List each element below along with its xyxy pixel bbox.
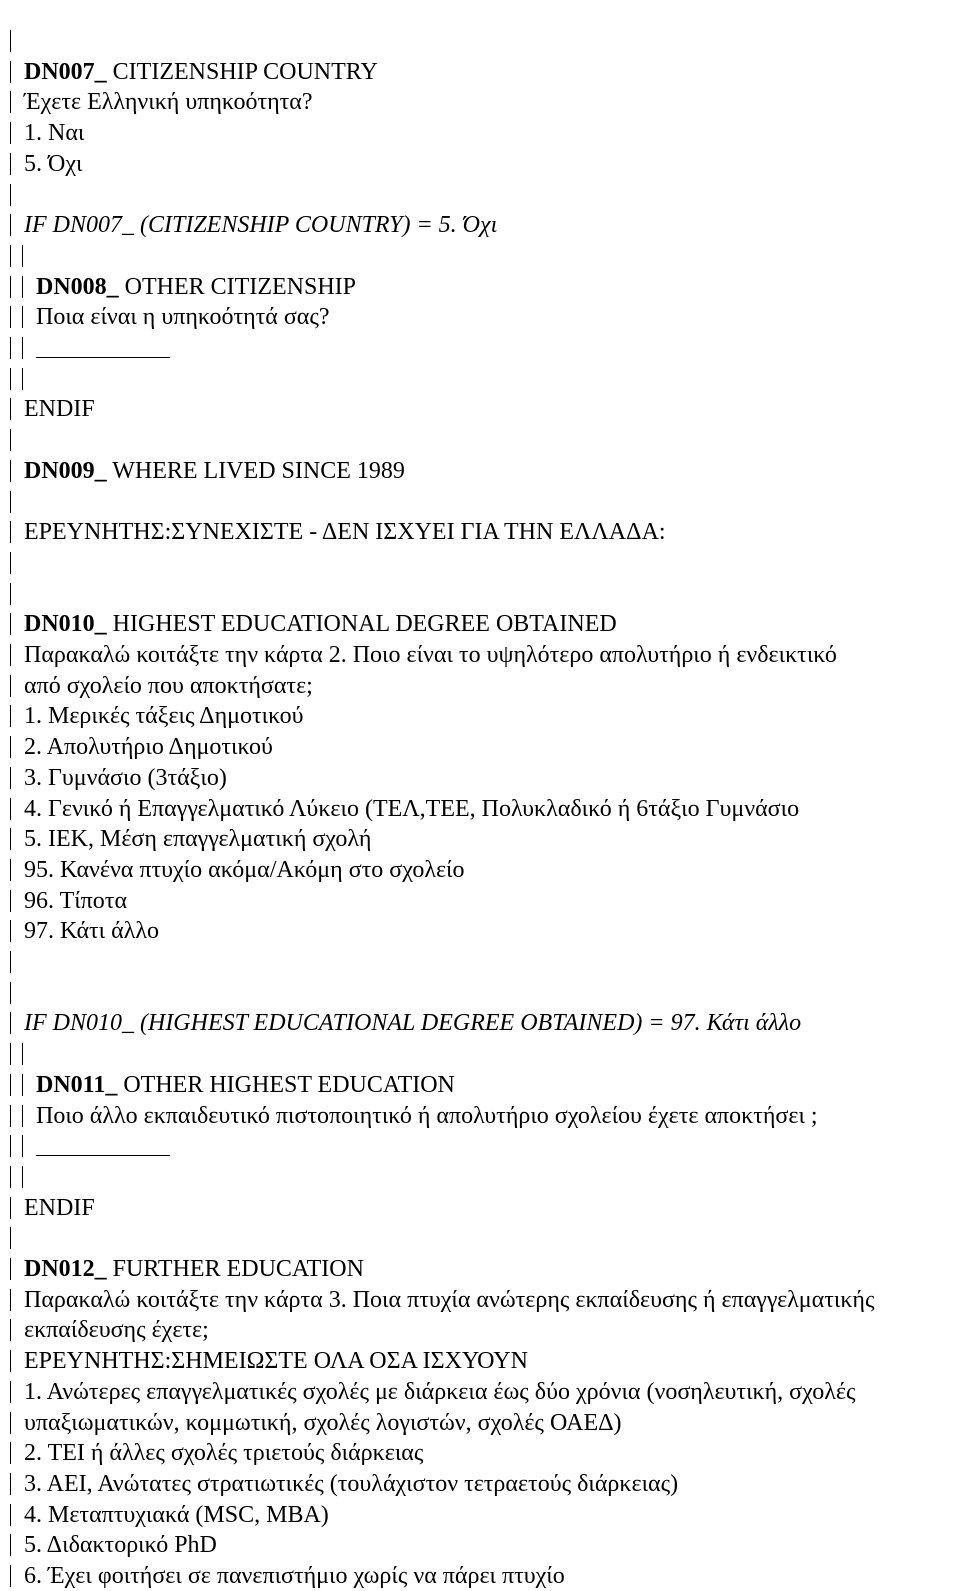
indent-bar bbox=[10, 1319, 11, 1341]
indent-bar bbox=[10, 1473, 11, 1495]
indent-bar bbox=[10, 613, 11, 635]
line-text: 5. ΙΕΚ, Μέση επαγγελματική σχολή bbox=[24, 826, 372, 852]
document-line bbox=[0, 1193, 960, 1223]
indent-bar bbox=[10, 521, 11, 543]
document-line bbox=[0, 1162, 960, 1192]
document-line bbox=[0, 886, 960, 916]
line-text: IF DN010_ (HIGHEST EDUCATIONAL DEGREE OBTAINED) = 97. Κάτι άλλο bbox=[24, 1010, 802, 1036]
document-line bbox=[0, 916, 960, 946]
indent-bar-nested bbox=[22, 1135, 23, 1157]
indent-bar bbox=[10, 1412, 11, 1434]
document-line bbox=[0, 87, 960, 117]
indent-bar bbox=[10, 122, 11, 144]
line-text: Ποια είναι η υπηκοότητά σας? bbox=[36, 304, 330, 330]
line-text: ENDIF bbox=[24, 396, 95, 422]
line-text: 1. Ανώτερες επαγγελματικές σχολές με διάρκεια έως δύο χρόνια (νοσηλευτική, σχολές bbox=[24, 1379, 856, 1405]
question-id: DN010_ bbox=[24, 611, 107, 637]
document-line bbox=[0, 548, 960, 578]
document-line bbox=[0, 701, 960, 731]
indent-bar bbox=[10, 644, 11, 666]
indent-bar bbox=[10, 890, 11, 912]
indent-bar bbox=[10, 1105, 11, 1127]
document-line bbox=[0, 118, 960, 148]
indent-bar bbox=[10, 368, 11, 390]
indent-bar bbox=[10, 767, 11, 789]
line-text: εκπαίδευσης έχετε; bbox=[24, 1317, 209, 1343]
line-text bbox=[36, 272, 356, 302]
indent-bar bbox=[10, 1074, 11, 1096]
indent-bar bbox=[10, 30, 11, 52]
line-text bbox=[36, 1070, 455, 1100]
question-id: DN012_ bbox=[24, 1256, 107, 1282]
document-line bbox=[0, 824, 960, 854]
indent-bar bbox=[10, 1166, 11, 1188]
line-text bbox=[24, 456, 405, 486]
line-text: ΕΡΕΥΝΗΤΗΣ:ΣΗΜΕΙΩΣΤΕ ΟΛΑ ΟΣΑ ΙΣΧΥΟΥΝ bbox=[24, 1348, 528, 1374]
document-line bbox=[0, 1223, 960, 1253]
indent-bar-nested bbox=[22, 306, 23, 328]
question-id: DN011_ bbox=[36, 1072, 118, 1098]
line-text: από σχολείο που αποκτήσατε; bbox=[24, 673, 313, 699]
document-line bbox=[0, 333, 960, 363]
line-text: 4. Γενικό ή Επαγγελματικό Λύκειο (ΤΕΛ,ΤΕΕ, Πολυκλαδικό ή 6τάξιο Γυμνάσιο bbox=[24, 796, 800, 822]
line-text: IF DN007_ (CITIZENSHIP COUNTRY) = 5. Όχι bbox=[24, 212, 498, 238]
document-line bbox=[0, 149, 960, 179]
indent-bar-nested bbox=[22, 1105, 23, 1127]
document-line bbox=[0, 241, 960, 271]
document-line bbox=[0, 947, 960, 977]
document-line bbox=[0, 425, 960, 455]
indent-bar bbox=[10, 153, 11, 175]
indent-bar bbox=[10, 91, 11, 113]
line-text: Ποιο άλλο εκπαιδευτικό πιστοποιητικό ή απολυτήριο σχολείου έχετε αποκτήσει ; bbox=[36, 1103, 818, 1129]
indent-bar bbox=[10, 828, 11, 850]
line-text: 97. Κάτι άλλο bbox=[24, 918, 159, 944]
question-title: OTHER CITIZENSHIP bbox=[118, 274, 356, 300]
document-line bbox=[0, 671, 960, 701]
question-heading bbox=[0, 609, 960, 639]
answer-blank[interactable] bbox=[36, 1155, 170, 1156]
indent-bar bbox=[10, 675, 11, 697]
indent-bar-nested bbox=[22, 1043, 23, 1065]
document-line bbox=[0, 1408, 960, 1438]
document-line bbox=[0, 1039, 960, 1069]
question-heading bbox=[0, 1254, 960, 1284]
indent-bar bbox=[10, 798, 11, 820]
line-text: Έχετε Ελληνική υπηκοότητα? bbox=[24, 89, 313, 115]
question-id: DN007_ bbox=[24, 59, 107, 85]
indent-bar-nested bbox=[22, 1166, 23, 1188]
question-title: OTHER HIGHEST EDUCATION bbox=[117, 1072, 455, 1098]
document-line bbox=[0, 1131, 960, 1161]
indent-bar-nested bbox=[22, 276, 23, 298]
indent-bar bbox=[10, 552, 11, 574]
indent-bar bbox=[10, 1504, 11, 1526]
document-line bbox=[0, 210, 960, 240]
indent-bar bbox=[10, 736, 11, 758]
line-text: 2. Απολυτήριο Δημοτικού bbox=[24, 734, 273, 760]
question-heading bbox=[0, 1070, 960, 1100]
document-line bbox=[0, 763, 960, 793]
line-text: υπαξιωματικών, κομμωτική, σχολές λογιστών, σχολές ΟΑΕΔ) bbox=[24, 1410, 622, 1436]
line-text: 96. Τίποτα bbox=[24, 888, 128, 914]
document-line bbox=[0, 487, 960, 517]
line-text: 95. Κανένα πτυχίο ακόμα/Ακόμη στο σχολείο bbox=[24, 857, 465, 883]
indent-bar bbox=[10, 214, 11, 236]
indent-bar-nested bbox=[22, 337, 23, 359]
indent-bar bbox=[10, 1350, 11, 1372]
line-text: ΕΡΕΥΝΗΤΗΣ:ΣΥΝΕΧΙΣΤΕ - ΔΕΝ ΙΣΧΥΕΙ ΓΙΑ ΤΗΝ ΕΛΛΑΔΑ: bbox=[24, 519, 666, 545]
document-line bbox=[0, 732, 960, 762]
question-id: DN009_ bbox=[24, 458, 107, 484]
indent-bar bbox=[10, 61, 11, 83]
indent-bar bbox=[10, 1197, 11, 1219]
indent-bar bbox=[10, 245, 11, 267]
document-line bbox=[0, 640, 960, 670]
document-line bbox=[0, 1561, 960, 1591]
question-title: FURTHER EDUCATION bbox=[106, 1256, 364, 1282]
indent-bar-nested bbox=[22, 368, 23, 390]
document-line bbox=[0, 794, 960, 824]
line-text: ENDIF bbox=[24, 1195, 95, 1221]
line-text: 3. Γυμνάσιο (3τάξιο) bbox=[24, 765, 227, 791]
line-text: Παρακαλώ κοιτάξτε την κάρτα 3. Ποια πτυχία ανώτερης εκπαίδευσης ή επαγγελματικής bbox=[24, 1287, 875, 1313]
indent-bar bbox=[10, 705, 11, 727]
document-line bbox=[0, 1101, 960, 1131]
document-line bbox=[0, 364, 960, 394]
document-line bbox=[0, 1315, 960, 1345]
indent-bar bbox=[10, 337, 11, 359]
document-line bbox=[0, 1346, 960, 1376]
question-title: HIGHEST EDUCATIONAL DEGREE OBTAINED bbox=[106, 611, 617, 637]
line-text: 1. Ναι bbox=[24, 120, 85, 146]
document-line bbox=[0, 1530, 960, 1560]
document-line bbox=[0, 1469, 960, 1499]
document-line bbox=[0, 855, 960, 885]
indent-bar bbox=[10, 1442, 11, 1464]
indent-bar bbox=[10, 982, 11, 1004]
indent-bar bbox=[10, 920, 11, 942]
line-text: 2. ΤΕΙ ή άλλες σχολές τριετούς διάρκειας bbox=[24, 1440, 424, 1466]
question-title: WHERE LIVED SINCE 1989 bbox=[106, 458, 405, 484]
indent-bar-nested bbox=[22, 245, 23, 267]
line-text bbox=[24, 57, 378, 87]
question-title: CITIZENSHIP COUNTRY bbox=[106, 59, 378, 85]
indent-bar bbox=[10, 583, 11, 605]
indent-bar bbox=[10, 1012, 11, 1034]
indent-bar bbox=[10, 1135, 11, 1157]
indent-bar bbox=[10, 1534, 11, 1556]
indent-bar bbox=[10, 1565, 11, 1587]
document-line bbox=[0, 517, 960, 547]
document-line bbox=[0, 978, 960, 1008]
question-heading bbox=[0, 456, 960, 486]
document-line bbox=[0, 1285, 960, 1315]
indent-bar bbox=[10, 429, 11, 451]
indent-bar bbox=[10, 1043, 11, 1065]
line-text: Παρακαλώ κοιτάξτε την κάρτα 2. Ποιο είναι το υψηλότερο απολυτήριο ή ενδεικτικό bbox=[24, 642, 837, 668]
question-id: DN008_ bbox=[36, 274, 119, 300]
indent-bar bbox=[10, 460, 11, 482]
document-line bbox=[0, 579, 960, 609]
line-text: 6. Έχει φοιτήσει σε πανεπιστήμιο χωρίς να πάρει πτυχίο bbox=[24, 1563, 565, 1589]
indent-bar bbox=[10, 276, 11, 298]
indent-bar bbox=[10, 859, 11, 881]
document-line bbox=[0, 1500, 960, 1530]
indent-bar-nested bbox=[22, 1074, 23, 1096]
document-line bbox=[0, 1377, 960, 1407]
line-text bbox=[24, 1254, 364, 1284]
indent-bar bbox=[10, 184, 11, 206]
line-text: 5. Όχι bbox=[24, 151, 83, 177]
document-line bbox=[0, 180, 960, 210]
document-line bbox=[0, 1008, 960, 1038]
indent-bar bbox=[10, 1258, 11, 1280]
indent-bar bbox=[10, 951, 11, 973]
line-text: 3. ΑΕΙ, Ανώτατες στρατιωτικές (τουλάχιστον τετραετούς διάρκειας) bbox=[24, 1471, 679, 1497]
line-text bbox=[24, 609, 617, 639]
line-text: 5. Διδακτορικό PhD bbox=[24, 1532, 217, 1558]
indent-bar bbox=[10, 306, 11, 328]
document-line bbox=[0, 394, 960, 424]
indent-bar bbox=[10, 1381, 11, 1403]
document-line bbox=[0, 1438, 960, 1468]
indent-bar bbox=[10, 491, 11, 513]
indent-bar bbox=[10, 1289, 11, 1311]
line-text: 1. Μερικές τάξεις Δημοτικού bbox=[24, 703, 304, 729]
line-text: 4. Μεταπτυχιακά (MSC, MBA) bbox=[24, 1502, 329, 1528]
answer-blank[interactable] bbox=[36, 357, 170, 358]
question-heading bbox=[0, 57, 960, 87]
indent-bar bbox=[10, 1227, 11, 1249]
question-heading bbox=[0, 272, 960, 302]
document-line bbox=[0, 26, 960, 56]
indent-bar bbox=[10, 398, 11, 420]
document-line bbox=[0, 302, 960, 332]
